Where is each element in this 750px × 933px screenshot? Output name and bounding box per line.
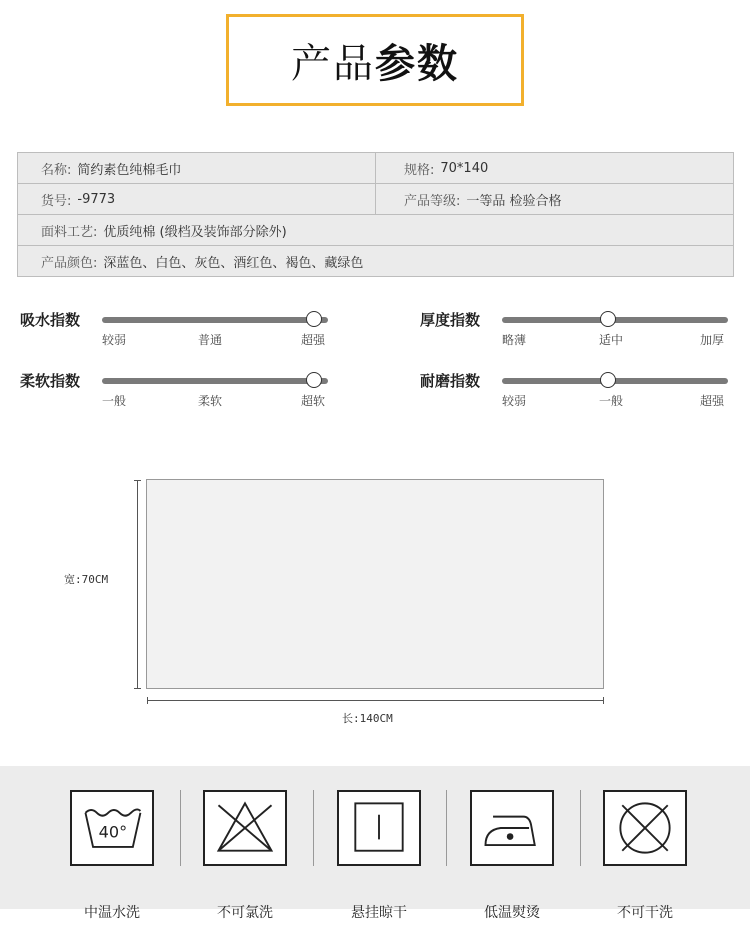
care-label: 不可氯洗 (217, 905, 273, 921)
index-knob (306, 311, 322, 327)
spec-table (17, 152, 734, 277)
care-divider (446, 790, 447, 866)
width-label: 宽:70CM (64, 573, 109, 586)
spec-cell-grade (376, 184, 733, 214)
durability-index (420, 370, 740, 410)
title-part2: 参数 (375, 40, 459, 87)
spec-size-value: 70*140 (440, 160, 489, 176)
spec-name-label: 名称: (41, 162, 72, 178)
index-track (102, 317, 328, 323)
index-label-high: 超强 (300, 333, 326, 347)
index-knob (600, 372, 616, 388)
length-dimension-line (147, 700, 604, 701)
index-label-high: 加厚 (699, 333, 725, 347)
care-label: 悬挂晾干 (351, 905, 407, 921)
spec-material-label: 面料工艺: (41, 224, 98, 240)
index-label-low: 一般 (101, 394, 127, 408)
spec-size-label: 规格: (404, 162, 435, 178)
title-box (226, 14, 524, 106)
absorbency-index (20, 309, 340, 349)
width-dimension-cap (134, 480, 141, 481)
wash-40-icon (70, 790, 154, 866)
index-label-mid: 一般 (598, 394, 624, 408)
index-name: 柔软指数 (20, 372, 81, 390)
spec-row (17, 184, 734, 215)
spec-cell-name (18, 153, 376, 183)
care-label: 低温熨烫 (484, 905, 540, 921)
spec-cell-material (18, 215, 733, 245)
index-name: 耐磨指数 (420, 372, 481, 390)
spec-color-label: 产品颜色: (41, 255, 98, 271)
spec-item-value: -9773 (77, 191, 116, 207)
title-part1: 产品 (291, 40, 375, 87)
spec-name-value: 简约素色纯棉毛巾 (77, 162, 182, 178)
length-dimension-cap (147, 697, 148, 704)
spec-row (17, 215, 734, 246)
length-dimension-cap (603, 697, 604, 704)
index-label-low: 略薄 (501, 333, 527, 347)
spec-material-value: 优质纯棉 (缎档及装饰部分除外) (103, 224, 287, 240)
spec-grade-label: 产品等级: (404, 193, 461, 209)
index-knob (600, 311, 616, 327)
care-label: 中温水洗 (84, 905, 140, 921)
spec-row (17, 153, 734, 184)
spec-item-label: 货号: (41, 193, 72, 209)
spec-cell-color (18, 246, 733, 276)
index-label-mid: 适中 (598, 333, 624, 347)
index-label-mid: 普通 (197, 333, 223, 347)
index-label-low: 较弱 (101, 333, 127, 347)
no-bleach-icon (203, 790, 287, 866)
care-label: 不可干洗 (617, 905, 673, 921)
line-dry-icon (337, 790, 421, 866)
care-divider (313, 790, 314, 866)
low-iron-icon (470, 790, 554, 866)
index-label-low: 较弱 (501, 394, 527, 408)
index-label-high: 超软 (300, 394, 326, 408)
index-name: 吸水指数 (20, 311, 81, 329)
index-name: 厚度指数 (420, 311, 481, 329)
wash-temp: 40° (98, 822, 128, 842)
length-label: 长:140CM (342, 712, 393, 725)
index-label-high: 超强 (699, 394, 725, 408)
index-knob (306, 372, 322, 388)
index-track (102, 378, 328, 384)
spec-cell-size (376, 153, 733, 183)
care-divider (580, 790, 581, 866)
care-instructions (0, 766, 750, 921)
spec-cell-item (18, 184, 376, 214)
spec-color-value: 深蓝色、白色、灰色、酒红色、褐色、藏绿色 (103, 255, 364, 271)
width-dimension-line (137, 480, 138, 689)
spec-row (17, 246, 734, 277)
spec-grade-value: 一等品 检验合格 (466, 193, 562, 209)
care-divider (180, 790, 181, 866)
no-dry-clean-icon (603, 790, 687, 866)
width-dimension-cap (134, 688, 141, 689)
thickness-index (420, 309, 740, 349)
softness-index (20, 370, 340, 410)
index-label-mid: 柔软 (197, 394, 223, 408)
towel-outline (146, 479, 604, 689)
